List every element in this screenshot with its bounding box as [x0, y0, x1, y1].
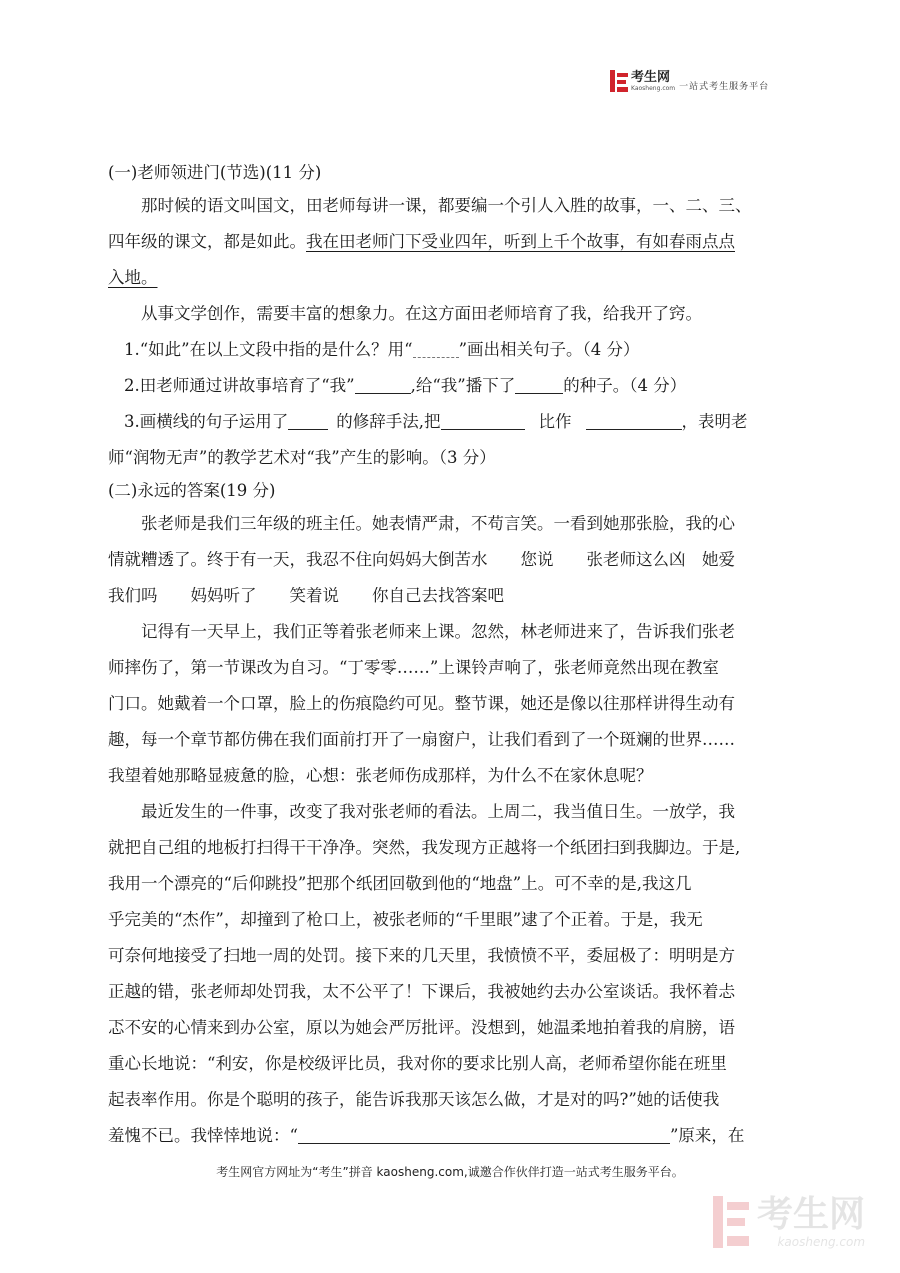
- section2-line: 重心长地说：“利安，你是校级评比员，我对你的要求比别人高，老师希望你能在班里: [108, 1054, 727, 1073]
- section1-paragraph-line: 从事文学创作，需要丰富的想象力。在这方面田老师培育了我，给我开了窍。: [141, 304, 702, 323]
- header-logo: [610, 70, 769, 92]
- underlined-sentence: 我在田老师门下受业四年，听到上千个故事，有如春雨点点: [306, 232, 735, 251]
- kaosheng-logo-icon: [610, 70, 628, 92]
- plain-text: 四年级的课文，都是如此。: [108, 232, 306, 251]
- q3-text: 比作: [538, 412, 572, 431]
- underlined-sentence: 入地。: [108, 268, 158, 287]
- q2-blank-1[interactable]: [355, 375, 411, 394]
- watermark-cn: 考生网: [757, 1193, 866, 1235]
- last-line-text: ”原来，在: [669, 1126, 745, 1145]
- watermark-logo-icon: [713, 1196, 749, 1248]
- logo-slogan: 一站式考生服务平台: [679, 81, 770, 92]
- q3-blank-2[interactable]: [441, 411, 525, 430]
- q2-blank-2[interactable]: [515, 375, 563, 394]
- section2-line: 张老师是我们三年级的班主任。她表情严肃，不苟言笑。一看到她那张脸，我的心: [141, 514, 735, 533]
- section2-line: 正越的错，张老师却处罚我，太不公平了！下课后，我被她约去办公室谈话。我怀着忐: [108, 982, 735, 1001]
- question-1: [108, 332, 794, 368]
- question-3: [108, 404, 794, 440]
- section2-line: 起表率作用。你是个聪明的孩子，能告诉我那天该怎么做，才是对的吗?”她的话使我: [108, 1090, 720, 1109]
- q2-text: 2.田老师通过讲故事培育了“我”: [124, 376, 355, 395]
- question-3-continued: 师“润物无声”的教学艺术对“我”产生的影响。（3 分）: [108, 448, 496, 467]
- q2-text: 的种子。（4 分）: [563, 376, 687, 395]
- watermark: [713, 1193, 866, 1249]
- section2-line: 师摔伤了，第一节课改为自习。“丁零零……”上课铃声响了，张老师竟然出现在教室: [108, 658, 719, 677]
- q3-blank-3[interactable]: [586, 411, 682, 430]
- section1-title: (一)老师领进门(节选)(11 分): [108, 163, 322, 182]
- section1-paragraph-line: 那时候的语文叫国文，田老师每讲一课，都要编一个引人入胜的故事，一、二、三、: [141, 196, 752, 215]
- q1-text: ”画出相关句子。（4 分）: [458, 340, 640, 359]
- section2-line: 乎完美的“杰作”，却撞到了枪口上，被张老师的“千里眼”逮了个正着。于是，我无: [108, 910, 703, 929]
- section2-line: 可奈何地接受了扫地一周的处罚。接下来的几天里，我愤愤不平，委屈极了：明明是方: [108, 946, 735, 965]
- answer-blank[interactable]: [298, 1125, 670, 1144]
- q3-text: 的修辞手法,把: [336, 412, 441, 431]
- logo-text: [631, 71, 675, 92]
- section2-line: 情就糟透了。终于有一天，我忍不住向妈妈大倒苦水 您说 张老师这么凶 她爱: [108, 550, 735, 569]
- section2-line: 我用一个漂亮的“后仰跳投”把那个纸团回敬到他的“地盘”上。可不幸的是,我这几: [108, 874, 692, 893]
- last-line-text: 羞愧不已。我悻悻地说：“: [108, 1126, 298, 1145]
- logo-cn: 考生网: [631, 69, 671, 85]
- section2-line: 就把自己组的地板打扫得干干净净。突然，我发现方正越将一个纸团扫到我脚边。于是,: [108, 838, 741, 857]
- footer-text: 考生网官方网址为“考生”拼音 kaosheng.com,诚邀合作伙伴打造一站式考生服务平台。: [216, 1165, 684, 1179]
- q3-text: ，表明老: [681, 412, 748, 431]
- watermark-en: kaosheng.com: [777, 1234, 866, 1249]
- section2-title: (二)永远的答案(19 分): [108, 481, 276, 500]
- section2-line: 最近发生的一件事，改变了我对张老师的看法。上周二，我当值日生。一放学，我: [141, 802, 735, 821]
- watermark-text: [757, 1193, 866, 1249]
- section2-line: 门口。她戴着一个口罩，脸上的伤痕隐约可见。整节课，她还是像以往那样讲得生动有: [108, 694, 735, 713]
- section2-line: 忑不安的心情来到办公室，原以为她会严厉批评。没想到，她温柔地拍着我的肩膀，语: [108, 1018, 735, 1037]
- section2-line: 趣，每一个章节都仿佛在我们面前打开了一扇窗户，让我们看到了一个斑斓的世界……: [108, 730, 735, 749]
- q3-blank-1[interactable]: [288, 411, 328, 430]
- document-body: [108, 158, 794, 1154]
- question-2: [108, 368, 794, 404]
- q3-text: 3.画横线的句子运用了: [124, 412, 289, 431]
- section2-line: 我望着她那略显疲惫的脸，心想：张老师伤成那样，为什么不在家休息呢？: [108, 766, 653, 785]
- q2-text: ,给“我”播下了: [410, 376, 516, 395]
- section2-line-last: [108, 1118, 794, 1154]
- logo-en: Kaosheng.com: [631, 84, 676, 92]
- section1-paragraph-line: [108, 260, 794, 296]
- section2-line: 记得有一天早上，我们正等着张老师来上课。忽然，林老师进来了，告诉我们张老: [141, 622, 735, 641]
- q1-blank[interactable]: [413, 339, 459, 358]
- q1-text: 1.“如此”在以上文段中指的是什么？用“: [124, 340, 413, 359]
- section1-paragraph-line: [108, 224, 794, 260]
- section2-line: 我们吗 妈妈听了 笑着说 你自己去找答案吧: [108, 586, 504, 605]
